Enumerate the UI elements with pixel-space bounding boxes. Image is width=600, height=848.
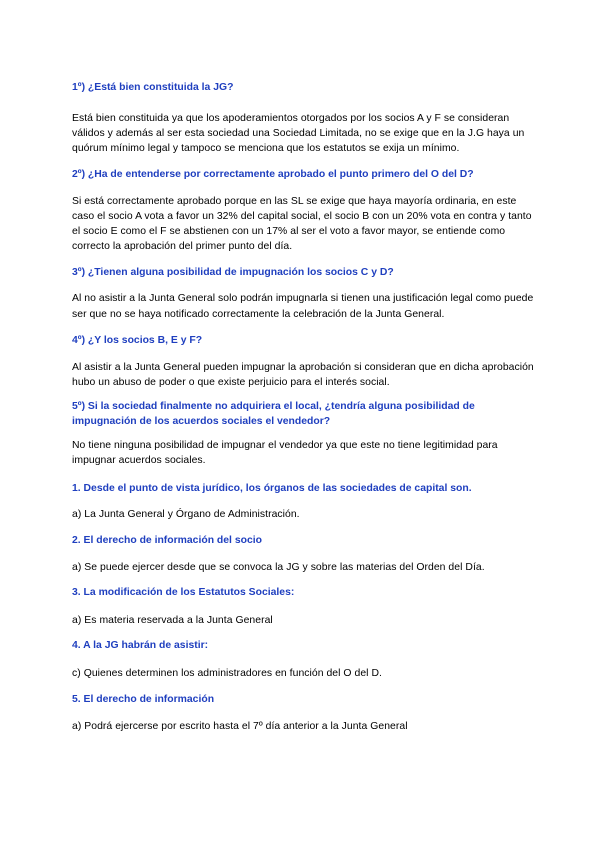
answer-1-paragraph: Está bien constituida ya que los apoderamientos otorgados por los socios A y F se consideran válidos y además al ser esta sociedad una Sociedad Limitada, no se exige que en la J.G haya un quórum mínimo legal y tampoco se menciona que los estatutos se exija un mínimo. <box>72 113 525 155</box>
answer-3-paragraph: Al no asistir a la Junta General solo podrán impugnarla si tienen una justificación legal como puede ser que no se haya notificado correctamente la celebración de la Junta General. <box>72 293 534 320</box>
mcq-5-answer: a) Podrá ejercerse por escrito hasta el 7º día anterior a la Junta General <box>72 721 408 733</box>
question-2-heading: 2º) ¿Ha de entenderse por correctamente aprobado el punto primero del O del D? <box>72 168 474 180</box>
mcq-2-heading: 2. El derecho de información del socio <box>72 534 262 546</box>
mcq-1-answer: a) La Junta General y Órgano de Administración. <box>72 508 300 520</box>
mcq-3-answer: a) Es materia reservada a la Junta General <box>72 615 273 627</box>
question-5-heading: 5º) Si la sociedad finalmente no adquiriera el local, ¿tendría alguna posibilidad de impugnación de los acuerdos sociales el vendedor? <box>72 401 475 428</box>
mcq-3-heading: 3. La modificación de los Estatutos Sociales: <box>72 587 295 599</box>
answer-4-paragraph: Al asistir a la Junta General pueden impugnar la aprobación si consideran que en dicha aprobación hubo un abuso de poder o que existe perjuicio para el interés social. <box>72 361 534 389</box>
mcq-1-heading: 1. Desde el punto de vista jurídico, los órganos de las sociedades de capital son. <box>72 482 472 494</box>
question-3-heading: 3º) ¿Tienen alguna posibilidad de impugnación los socios C y D? <box>72 267 394 279</box>
answer-2-paragraph: Si está correctamente aprobado porque en las SL se exige que haya mayoría ordinaria, en este caso el socio A vota a favor un 32% del capital social, el socio B con un 20% vota en contra y tanto el socio E como el F se abstienen con un 17% al ser el voto a favor mayor, se entiende como correcto la aprobación del primer punto del día. <box>72 195 532 253</box>
mcq-4-heading: 4. A la JG habrán de asistir: <box>72 640 209 652</box>
answer-5-paragraph: No tiene ninguna posibilidad de impugnar el vendedor ya que este no tiene legitimidad para impugnar acuerdos sociales. <box>72 440 498 467</box>
mcq-4-answer: c) Quienes determinen los administradores en función del O del D. <box>72 668 382 680</box>
mcq-2-answer: a) Se puede ejercer desde que se convoca la JG y sobre las materias del Orden del Día. <box>72 561 485 573</box>
document-page <box>72 80 534 735</box>
question-4-heading: 4º) ¿Y los socios B, E y F? <box>72 334 203 346</box>
question-1-heading: 1º) ¿Está bien constituida la JG? <box>72 82 234 93</box>
mcq-5-heading: 5. El derecho de información <box>72 694 215 706</box>
